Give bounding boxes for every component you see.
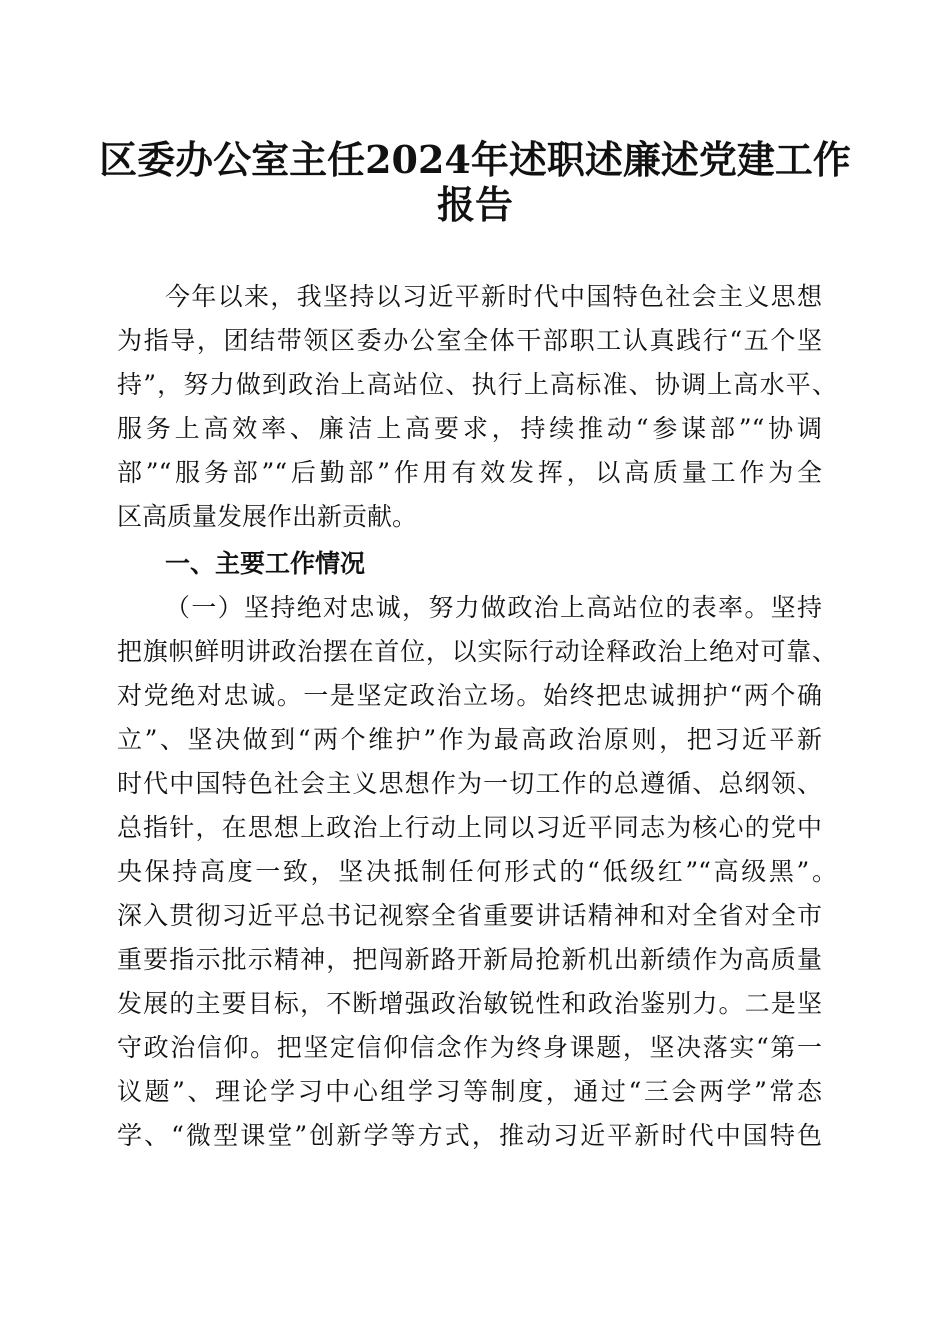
paragraph-line: 对党绝对忠诚。一是坚定政治立场。始终把忠诚拥护“两个确	[117, 681, 822, 710]
document-title-continued: 报告	[436, 182, 513, 227]
paragraph-line: 时代中国特色社会主义思想作为一切工作的总遵循、总纲领、	[117, 769, 822, 798]
paragraph-line: 立”、坚决做到“两个维护”作为最高政治原则，把习近平新	[117, 725, 822, 754]
paragraph-line: 央保持高度一致，坚决抵制任何形式的“低级红”“高级黑”。	[117, 857, 837, 886]
paragraph-line: （一）坚持绝对忠诚，努力做政治上高站位的表率。坚持	[165, 593, 822, 622]
paragraph-line: 总指针，在思想上政治上行动上同以习近平同志为核心的党中	[117, 813, 822, 842]
paragraph-line: 持”，努力做到政治上高站位、执行上高标准、协调上高水平、	[117, 370, 837, 399]
section-heading: 一、主要工作情况	[165, 549, 366, 578]
paragraph-line: 今年以来，我坚持以习近平新时代中国特色社会主义思想	[165, 282, 822, 311]
paragraph-line: 服务上高效率、廉洁上高要求，持续推动“参谋部”“协调	[117, 414, 822, 443]
paragraph-line: 发展的主要目标，不断增强政治敏锐性和政治鉴别力。二是坚	[117, 989, 822, 1018]
paragraph-line: 把旗帜鲜明讲政治摆在首位，以实际行动诠释政治上绝对可靠、	[117, 637, 837, 666]
paragraph-line: 深入贯彻习近平总书记视察全省重要讲话精神和对全省对全市	[117, 901, 822, 930]
document-title: 区委办公室主任2024年述职述廉述党建工作	[99, 137, 851, 182]
paragraph-line: 为指导，团结带领区委办公室全体干部职工认真践行“五个坚	[117, 326, 822, 355]
paragraph-line: 区高质量发展作出新贡献。	[117, 502, 418, 531]
paragraph-line: 学、“微型课堂”创新学等方式，推动习近平新时代中国特色	[117, 1121, 822, 1150]
paragraph-line: 议题”、理论学习中心组学习等制度，通过“三会两学”常态	[117, 1077, 822, 1106]
paragraph-line: 守政治信仰。把坚定信仰信念作为终身课题，坚决落实“第一	[117, 1033, 822, 1062]
paragraph-line: 重要指示批示精神，把闯新路开新局抢新机出新绩作为高质量	[117, 945, 822, 974]
paragraph-line: 部”“服务部”“后勤部”作用有效发挥，以高质量工作为全	[117, 458, 822, 487]
